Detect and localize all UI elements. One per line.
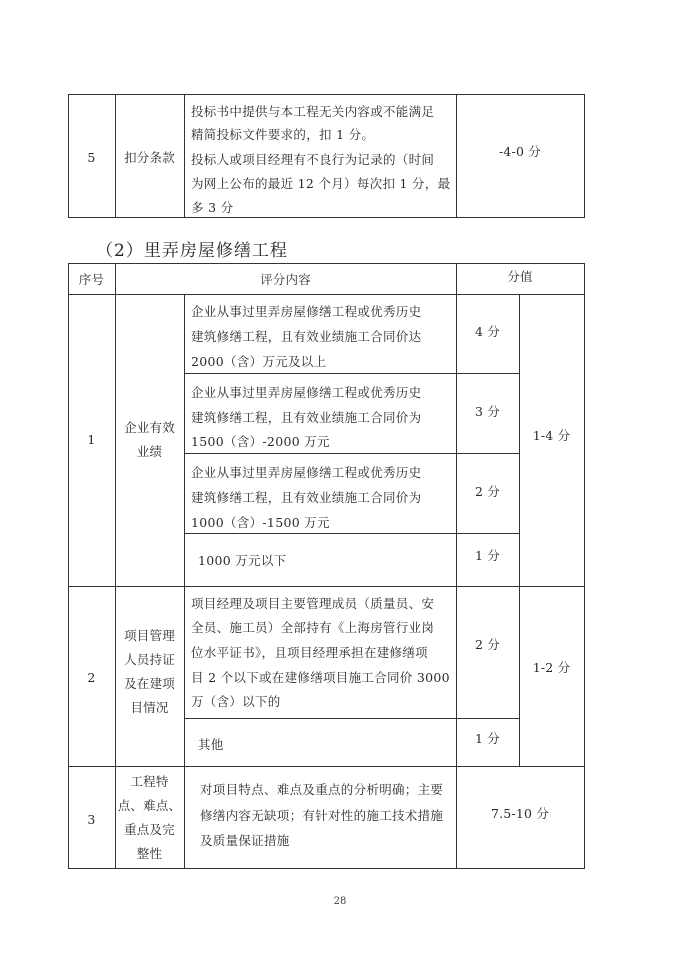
criteria-line: 投标书中提供与本工程无关内容或不能满足 [191,104,435,119]
criteria-line: 建筑修缮工程，且有效业绩施工合同价为 [191,410,422,425]
criteria-line: 全员、施工员）全部持有《上海房管行业岗 [191,620,435,635]
criteria-line: 1000 万元以下 [198,553,287,568]
sub-score: 4 分 [474,324,501,339]
row-item: 企业有效 [124,420,175,435]
row-item: 目情况 [130,700,169,715]
section-title: （2）里弄房屋修缮工程 [96,241,288,261]
criteria-line: 万（含）以下的 [191,694,281,709]
row-item: 整性 [136,846,163,861]
criteria-line: 对项目特点、难点及重点的分析明确；主要 [200,782,444,797]
header-score: 分值 [507,269,533,284]
row-item: 人员持证 [124,652,175,667]
criteria-line: 精简投标文件要求的，扣 1 分。 [191,127,375,142]
criteria-line: 及质量保证措施 [200,833,290,848]
criteria-line: 多 3 分 [191,200,234,215]
row-item: 项目管理 [124,628,175,643]
criteria-line: 2000（含）万元及以上 [191,354,327,369]
row-seq: 3 [87,812,96,827]
criteria-line: 1500（含）-2000 万元 [191,434,330,449]
score-range: 1-2 分 [532,660,571,675]
criteria-line: 企业从事过里弄房屋修缮工程或优秀历史 [191,304,422,319]
sub-score: 2 分 [474,637,501,652]
row-seq: 5 [87,150,96,165]
criteria-line: 项目经理及项目主要管理成员（质量员、安 [191,596,435,611]
header-seq: 序号 [78,272,105,287]
criteria-line: 修缮内容无缺项；有针对性的施工技术措施 [200,808,444,823]
row-seq: 1 [87,432,96,447]
row-score: -4-0 分 [498,144,542,159]
sub-score: 1 分 [474,731,501,746]
row-score: 7.5-10 分 [490,806,550,821]
score-range: 1-4 分 [532,428,571,443]
header-content: 评分内容 [260,272,311,287]
criteria-line: 为网上公布的最近 12 个月）每次扣 1 分，最 [191,176,451,191]
row-item: 及在建项 [124,676,175,691]
criteria-line: 位水平证书》，且项目经理承担在建修缮项 [191,645,428,660]
row-item: 工程特 [130,774,169,789]
row-item: 扣分条款 [124,150,175,165]
row-item: 业绩 [136,444,163,459]
criteria-line: 企业从事过里弄房屋修缮工程或优秀历史 [191,465,422,480]
criteria-line: 建筑修缮工程，且有效业绩施工合同价为 [191,490,422,505]
sub-score: 2 分 [474,484,501,499]
sub-score: 1 分 [474,548,501,563]
criteria-line: 企业从事过里弄房屋修缮工程或优秀历史 [191,385,422,400]
criteria-line: 投标人或项目经理有不良行为记录的（时间 [191,152,435,167]
sub-score: 3 分 [474,404,501,419]
row-item: 重点及完 [124,822,175,837]
criteria-line: 1000（含）-1500 万元 [191,515,330,530]
row-item: 点、难点、 [117,798,182,813]
criteria-line: 建筑修缮工程，且有效业绩施工合同价达 [191,329,422,344]
page-number: 28 [333,896,347,907]
criteria-line: 目 2 个以下或在建修缮项目施工合同价 3000 [191,670,450,685]
criteria-line: 其他 [198,737,224,752]
row-seq: 2 [87,670,96,685]
